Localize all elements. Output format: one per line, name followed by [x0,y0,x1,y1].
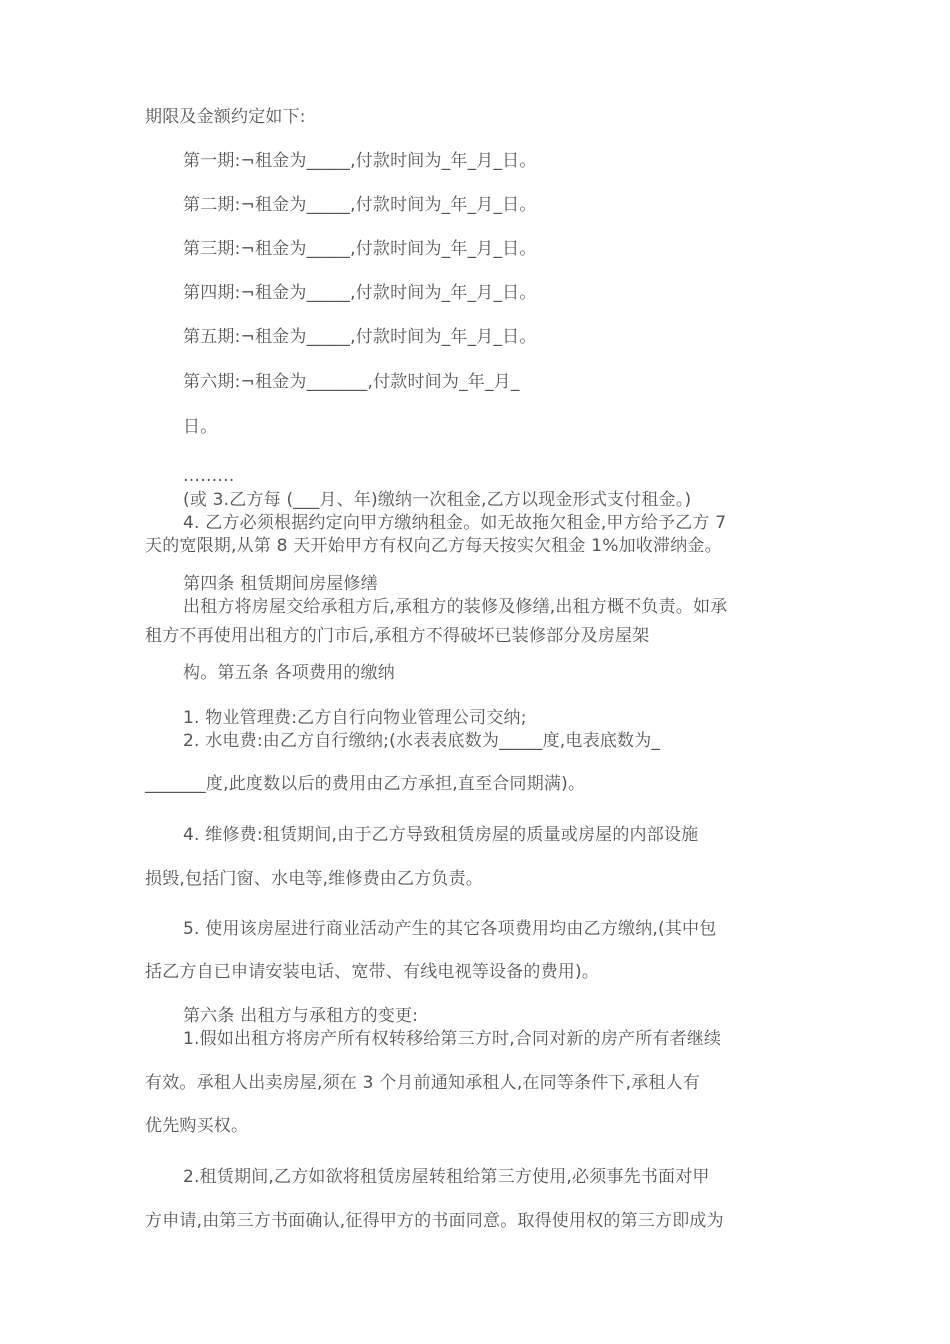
text-line: 方申请,由第三方书面确认,征得甲方的书面同意。取得使用权的第三方即成为 [145,1211,724,1231]
text-line: 2. 水电费:由乙方自行缴纳;(水表表底数为_____度,电表底数为_ [183,731,661,751]
text-line: 天的宽限期,从第 8 天开始甲方有权向乙方每天按实欠租金 1%加收滞纳金。 [145,536,722,556]
text-line: 构。第五条 各项费用的缴纳 [183,663,396,683]
text-line: 第三期:¬租金为_____,付款时间为_年_月_日。 [183,239,537,259]
text-line: 1.假如出租方将房产所有权转移给第三方时,合同对新的房产所有者继续 [183,1029,722,1049]
text-line: 第一期:¬租金为_____,付款时间为_年_月_日。 [183,151,537,171]
section-heading: 第六条 出租方与承租方的变更: [183,1006,419,1026]
text-line: 4. 乙方必须根据约定向甲方缴纳租金。如无故拖欠租金,甲方给予乙方 7 [183,513,727,533]
text-line: 2.租赁期间,乙方如欲将租赁房屋转租给第三方使用,必须事先书面对甲 [183,1167,710,1187]
text-line: 期限及金额约定如下: [145,107,306,127]
text-line: 括乙方自已申请安装电话、宽带、有线电视等设备的费用)。 [145,962,600,982]
text-line: 5. 使用该房屋进行商业活动产生的其它各项费用均由乙方缴纳,(其中包 [183,919,717,939]
section-heading: 第四条 租赁期间房屋修缮 [183,574,378,594]
text-line: 4. 维修费:租赁期间,由于乙方导致租赁房屋的质量或房屋的内部设施 [183,825,699,845]
text-line: 第二期:¬租金为_____,付款时间为_年_月_日。 [183,195,537,215]
text-line: 出租方将房屋交给承租方后,承租方的装修及修缮,出租方概不负责。如承 [183,597,728,617]
text-line: 日。 [183,417,218,437]
text-line: (或 3.乙方每 (___月、年)缴纳一次租金,乙方以现金形式支付租金。) [183,490,692,510]
text-line: 第六期:¬租金为_______,付款时间为_年_月_ [183,372,520,392]
text-line: 1. 物业管理费:乙方自行向物业管理公司交纳; [183,708,527,728]
text-line: ……… [183,466,235,486]
text-line: 第五期:¬租金为_____,付款时间为_年_月_日。 [183,327,537,347]
text-line: 租方不再使用出租方的门市后,承租方不得破坏已装修部分及房屋架 [145,626,650,646]
text-line: _______度,此度数以后的费用由乙方承担,直至合同期满)。 [145,774,586,794]
text-line: 第四期:¬租金为_____,付款时间为_年_月_日。 [183,283,537,303]
text-line: 优先购买权。 [145,1116,249,1136]
text-line: 损毁,包括门窗、水电等,维修费由乙方负责。 [145,869,484,889]
text-line: 有效。承租人出卖房屋,须在 3 个月前通知承租人,在同等条件下,承租人有 [145,1073,701,1093]
